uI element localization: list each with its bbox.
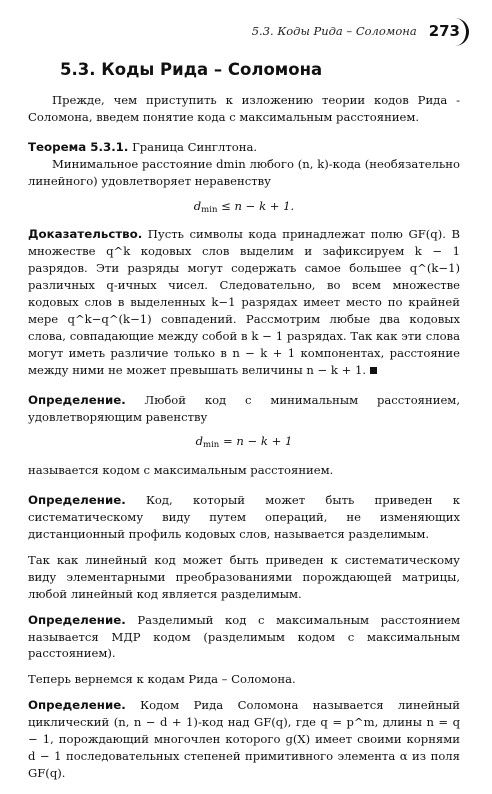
formula-rhs: ≤ n − k + 1. [217,198,295,213]
theorem-heading [28,139,460,156]
theorem-label: Теорема 5.3.1. [28,139,129,154]
definition-2-text: Код, который может быть приведен к систематическому виду путем операций, не изменяющих дистанционный профиль кодовых слов, называется разделимым. [28,493,461,542]
definition-4-label: Определение. [28,698,126,713]
return-paragraph: Теперь вернемся к кодам Рида – Соломона. [28,672,296,687]
formula-lhs: d [193,198,202,213]
definition-1-formula [28,433,460,454]
definition-2-label: Определение. [28,493,126,508]
proof-text: Пусть символы кода принадлежат полю GF(q). В множестве q^k кодовых слов выделим и зафиксируем k − 1 разрядов. Эти разряды могут содержать самое большее q^(k−1) различных q-ичных чисел. Следовательно, во всем множестве кодовых слов в выделенных k−1 разрядах имеет место по крайней мере q^k−q^(k−1) совпадений. Рассмотрим любые два кодовых слова, совпадающие между собой в k − 1 разрядах. Так как эти слова могут иметь различие только в n − k + 1 компонентах, расстояние между ними не может превышать величины n − k + 1. [28,227,460,377]
section-title: 5.3. Коды Рида – Соломона [60,60,323,79]
linear-code-paragraph: Так как линейный код может быть приведен к систематическому виду элементарными преобразованиями порождающей матрицы, любой линейный код является разделимым. [28,552,460,601]
theorem-statement: Минимальное расстояние dmin любого (n, k)-кода (необязательно линейного) удовлетворяет неравенству [28,156,460,188]
running-header [0,22,464,40]
theorem-name: Граница Синглтона. [132,139,258,154]
qed-mark-icon [370,367,377,374]
formula-subscript: min [201,204,218,215]
definition-4-text: Кодом Рида Соломона называется линейный циклический (n, n − d + 1)-код над GF(q), где q = p^m, длины n = q − 1, порождающий многочлен которого g(X) имеет своими корнями d − 1 последовательных степеней примитивного элемента α из поля GF(q). [28,698,461,780]
page-number: 273 [425,22,464,40]
intro-paragraph: Прежде, чем приступить к изложению теории кодов Рида - Соломона, введем понятие кода с максимальным расстоянием. [28,93,460,124]
proof-label: Доказательство. [28,227,143,242]
definition-1-text: Любой код с минимальным расстоянием, удовлетворяющим равенству [28,392,461,424]
proof-paragraph [28,226,460,378]
page-body [28,92,460,782]
definition-1 [28,392,460,426]
definition-1-label: Определение. [28,392,126,407]
formula-lhs: d [195,434,204,449]
formula-subscript: min [203,440,220,451]
definition-2 [28,492,460,543]
running-title: 5.3. Коды Рида – Соломона [251,24,417,38]
definition-3-label: Определение. [28,612,126,627]
definition-3-text: Разделимый код с максимальным расстоянием называется МДР кодом (разделимым кодом с максимальным расстоянием). [28,612,461,661]
theorem-formula [28,198,460,219]
formula-rhs: = n − k + 1 [219,434,293,449]
definition-3 [28,612,460,663]
definition-4 [28,697,460,782]
definition-1-after: называется кодом с максимальным расстоянием. [28,463,334,478]
